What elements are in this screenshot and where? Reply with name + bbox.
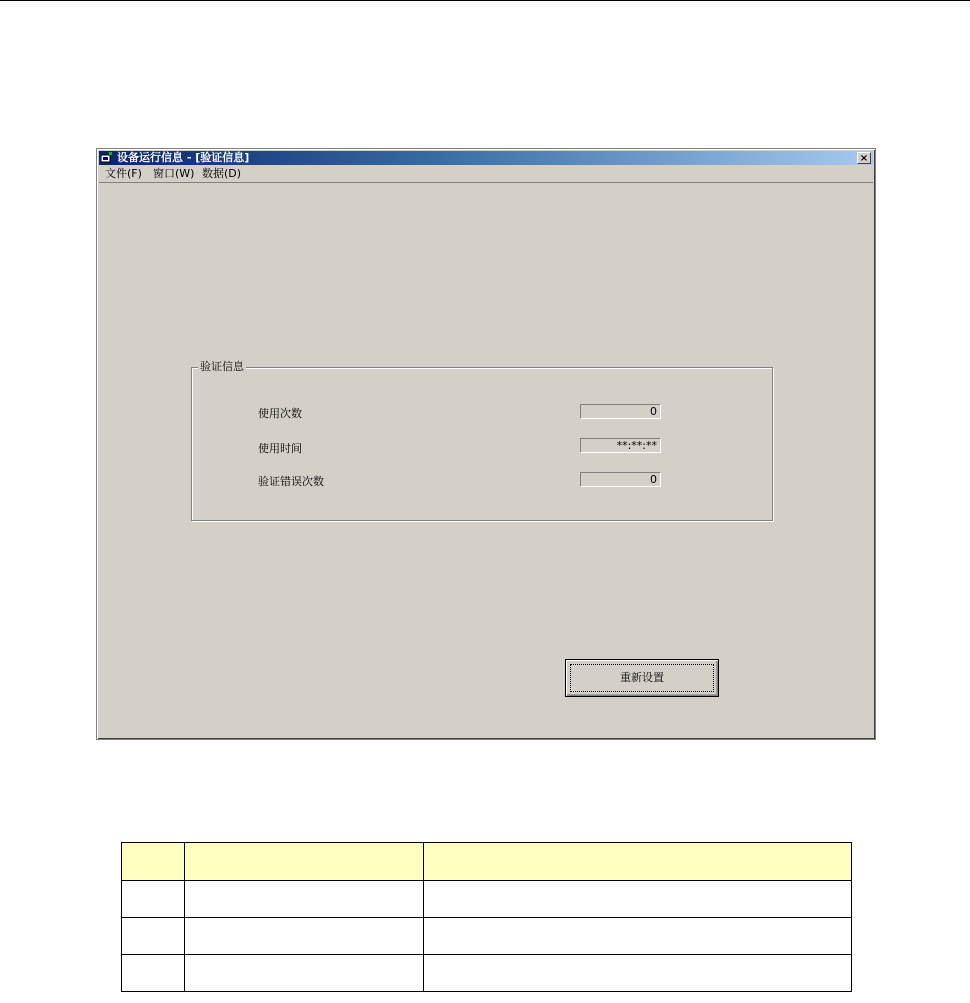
table-header-cell <box>122 843 185 881</box>
table-cell <box>424 881 852 918</box>
usage-count-field: 0 <box>580 404 661 419</box>
table-cell <box>122 918 185 955</box>
verify-error-count-field: 0 <box>580 472 661 487</box>
menu-data[interactable]: 数据(D) <box>202 167 242 180</box>
table-row <box>122 881 852 918</box>
table-header-cell <box>424 843 852 881</box>
title-bar[interactable] <box>99 151 873 165</box>
parameter-table <box>121 842 852 992</box>
usage-time-label: 使用时间 <box>258 442 302 455</box>
menu-bar <box>99 166 873 181</box>
verify-error-count-label: 验证错误次数 <box>258 475 324 488</box>
close-icon[interactable]: × <box>857 152 871 164</box>
client-area <box>99 182 873 737</box>
window-title: 设备运行信息 - [验证信息] <box>117 151 250 164</box>
table-header-row <box>122 843 852 881</box>
usage-count-label: 使用次数 <box>258 407 302 420</box>
menu-window[interactable]: 窗口(W) <box>153 167 195 180</box>
table-cell <box>424 955 852 992</box>
device-info-window <box>96 148 876 740</box>
verification-info-group <box>191 360 773 521</box>
menu-file[interactable]: 文件(F) <box>105 167 142 180</box>
table-cell <box>185 955 424 992</box>
table-cell <box>185 881 424 918</box>
table-cell <box>185 918 424 955</box>
table-header-cell <box>185 843 424 881</box>
table-row <box>122 955 852 992</box>
page-top-rule <box>0 0 970 1</box>
table-cell <box>122 955 185 992</box>
table-row <box>122 918 852 955</box>
reset-button[interactable] <box>565 659 719 697</box>
table-cell <box>122 881 185 918</box>
reset-button-label: 重新设置 <box>620 671 664 684</box>
table-cell <box>424 918 852 955</box>
usage-time-field: **:**:** <box>580 438 661 453</box>
app-icon <box>101 152 113 163</box>
group-title: 验证信息 <box>200 360 244 373</box>
